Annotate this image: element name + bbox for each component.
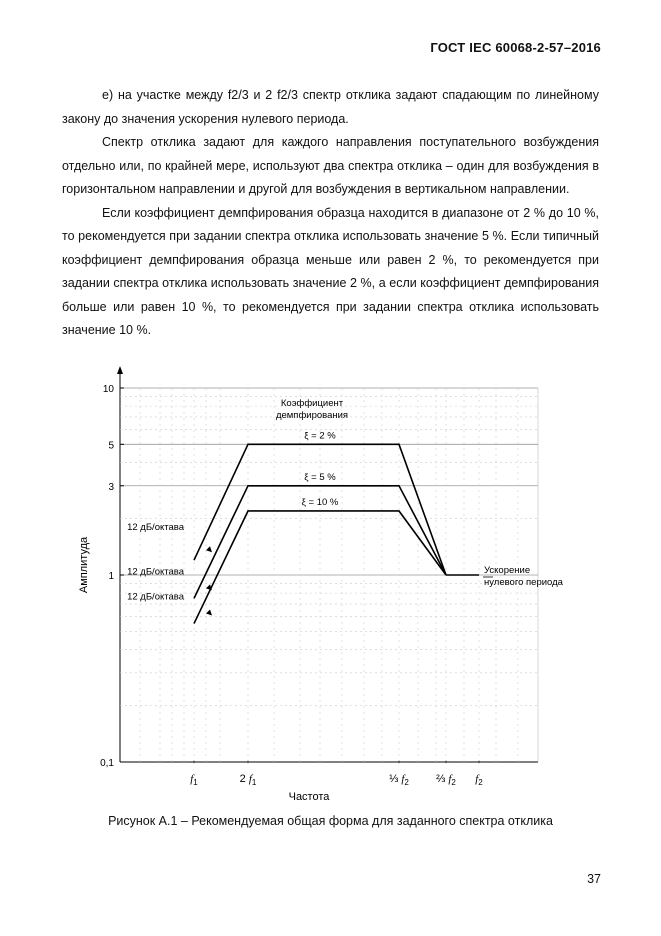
x-tick-dot (398, 761, 400, 763)
x-tick-dot (193, 761, 195, 763)
series-label: ξ = 2 % (304, 430, 336, 442)
x-tick-label: $f_1$ (190, 773, 198, 787)
x-tick-dot (445, 761, 447, 763)
paragraph-e (62, 84, 599, 131)
document-header: ГОСТ IEC 60068-2-57–2016 (430, 40, 601, 55)
page-number: 37 (587, 872, 601, 886)
slope-arrow (206, 610, 212, 616)
y-tick-label: 10 (102, 384, 114, 395)
paragraph-e-text: е) на участке между f2/3 и 2 f2/3 спектр отклика задают спадающим по линейному закону до значения ускорения нулевого периода. (62, 88, 599, 126)
y-tick-label: 5 (108, 440, 114, 452)
figure-response-spectrum (60, 362, 600, 812)
x-tick-label: 2 $f_1$ (239, 773, 257, 787)
y-axis-title: Амплитуда (78, 536, 90, 594)
chart-svg (60, 362, 600, 807)
x-tick-dot (478, 761, 480, 763)
y-tick-label: 0,1 (100, 758, 114, 769)
slope-annotation: 12 дБ/октава (127, 591, 184, 603)
figure-caption: Рисунок А.1 – Рекомендуемая общая форма для заданного спектра отклика (108, 814, 553, 828)
x-axis-title: Частота (288, 791, 330, 803)
zpa-label-line1: Ускорение (484, 565, 531, 576)
slope-arrow (206, 546, 212, 552)
series-label: ξ = 10 % (301, 496, 339, 508)
x-tick-label: ⅔ $f_2$ (436, 773, 456, 787)
damping-title-line1: Коэффициент (280, 398, 344, 409)
zpa-label-line2: нулевого периода (484, 577, 563, 588)
y-tick-label: 1 (108, 571, 114, 582)
paragraph-damping: Если коэффициент демпфирования образца находится в диапазоне от 2 % до 10 %, то рекомендуется при задании спектра отклика использовать значение 5 %. Если типичный коэффициент демпфирования образца меньше или равен 2 %, то рекомендуется при задании спектра отклика использовать значение 2 %, а если коэффициент демпфирования больше или равен 10 %, то рекомендуется при задании спектра отклика использовать значение 10 %. (62, 205, 599, 337)
slope-annotation: 12 дБ/октава (127, 522, 184, 534)
damping-title-line2: демпфирования (275, 410, 349, 421)
body-text (62, 84, 599, 343)
x-tick-label: $f_2$ (475, 773, 483, 787)
paragraph-spectrum-direction: Спектр отклика задают для каждого направления поступательного возбуждения отдельно или, по крайней мере, используют два спектра отклика – один для возбуждения в горизонтальном направлении и другой для возбуждения в вертикальном направлении. (62, 135, 599, 196)
series-label: ξ = 5 % (304, 471, 336, 483)
x-tick-label: ⅓ $f_2$ (389, 773, 409, 787)
y-tick-label: 3 (108, 481, 114, 493)
y-axis-arrow (117, 366, 123, 374)
x-tick-dot (247, 761, 249, 763)
slope-annotation: 12 дБ/октава (127, 566, 184, 578)
